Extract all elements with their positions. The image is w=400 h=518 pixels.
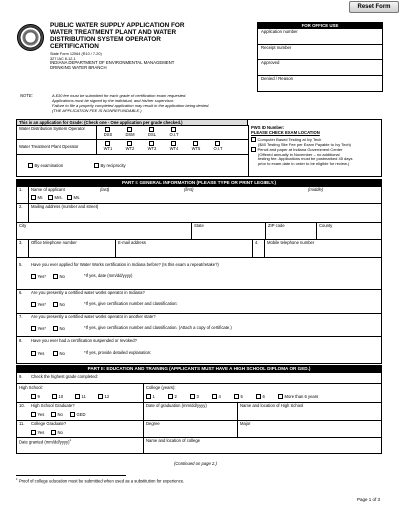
q7-no[interactable]: No: [53, 326, 65, 332]
last-name-label: (last): [100, 187, 110, 192]
application-number-field[interactable]: Application number: [258, 29, 382, 45]
q6-yes[interactable]: Yes*: [31, 302, 46, 308]
city-field[interactable]: City: [19, 223, 27, 228]
approved-field[interactable]: Approved: [258, 60, 382, 76]
q4-number: 4.: [255, 240, 259, 245]
note-text: A $30 fee must be submitted for each grade of certification exam requested. Applications must be signed by the individual, and his/her supervisor. Failure to file a properly completed application may result in the application being denied. (THE APPLICATION FEE IS NONREFUNDABLE.): [52, 93, 210, 113]
county-field[interactable]: County: [319, 223, 333, 228]
q9-question: Check the highest grade completed:: [31, 374, 99, 379]
graduation-date-field[interactable]: Date of graduation (mm/dd/yyyy): [146, 403, 207, 408]
treatment-operator-label: Water Treatment Plant Operator: [19, 144, 79, 149]
receipt-number-field[interactable]: Receipt number: [258, 45, 382, 61]
grade-dist-oit[interactable]: O.I.T: [163, 127, 185, 137]
grade-dss[interactable]: DSS: [97, 127, 119, 137]
hs-graduate-label: High School Graduate?: [31, 403, 75, 408]
q11-number: 11.: [19, 421, 25, 426]
q7-question: Are you presently a certified water works operator in another state?: [31, 314, 156, 319]
part2-band: PART II: EDUCATION AND TRAINING (APPLICANTS MUST HAVE A HIGH SCHOOL DIPLOMA OR GED.): [16, 365, 382, 372]
mobile-phone-field[interactable]: Mobile telephone number: [267, 240, 315, 245]
q8-yes[interactable]: Yes: [31, 351, 44, 357]
high-school-label: High School:: [19, 385, 43, 390]
hs-grade-11[interactable]: 11: [75, 394, 86, 400]
high-school-name-field[interactable]: Name and location of High School: [240, 403, 304, 408]
email-field[interactable]: E-mail address: [118, 240, 146, 245]
q10-number: 10.: [19, 403, 25, 408]
pws-id-label: PWS ID Number:: [251, 125, 285, 130]
college-year-4[interactable]: 4: [212, 394, 221, 400]
date-granted-field[interactable]: Date granted (mm/dd/yyyy)$^1$: [19, 438, 72, 445]
continued-note: (Continued on page 2.): [174, 461, 217, 466]
degree-field[interactable]: Degree: [146, 421, 160, 426]
grade-wt1[interactable]: WT1: [97, 141, 119, 151]
college-graduate-no[interactable]: No: [51, 430, 63, 436]
denied-reason-field[interactable]: Denied / Reason: [261, 75, 294, 81]
exam-location-paper[interactable]: Pencil and paper at Indiana Government Center (Offered annually in November – no additional testing fee. Applications must be postmarked 45 days prior to exam date in order to be eligible for review.): [251, 147, 353, 166]
grade-wt3[interactable]: WT3: [141, 141, 163, 151]
q8-number: 8.: [19, 338, 23, 343]
grade-wt2[interactable]: WT2: [119, 141, 141, 151]
q7-number: 7.: [19, 314, 23, 319]
mailing-address-label[interactable]: Mailing address (number and street): [31, 204, 99, 209]
mr-option[interactable]: Mr.: [31, 195, 43, 201]
by-examination-option[interactable]: By examination: [28, 163, 63, 169]
q5-note: *If yes, date (mm/dd/yyyy): [84, 273, 133, 278]
hs-grade-12[interactable]: 12: [98, 394, 109, 400]
mrs-option[interactable]: Mrs.: [48, 195, 63, 201]
state-field[interactable]: State: [194, 223, 204, 228]
q6-no[interactable]: No: [53, 302, 65, 308]
q9-number: 9.: [19, 374, 23, 379]
part1-band: PART I: GENERAL INFORMATION (PLEASE TYPE OR PRINT LEGIBLY.): [16, 179, 382, 186]
college-year-more[interactable]: More than 6 years: [278, 394, 318, 400]
q5-question: Have you ever applied for Water Works certification in Indiana before? (Is this exam a repeat/retake?): [31, 262, 219, 267]
grade-dsl[interactable]: DSL: [141, 127, 163, 137]
q1-number: 1.: [19, 187, 23, 192]
q5-number: 5.: [19, 262, 23, 267]
office-use-title: FOR OFFICE USE: [258, 23, 382, 29]
q2-number: 2.: [19, 204, 23, 209]
grade-wt5[interactable]: WT5: [185, 141, 207, 151]
grade-wt4[interactable]: WT4: [163, 141, 185, 151]
college-year-6[interactable]: 6: [256, 394, 265, 400]
q5-no[interactable]: No: [53, 274, 65, 280]
page-number: Page 1 of 3: [357, 497, 381, 502]
middle-name-label: (middle): [308, 187, 324, 192]
footnote: $^1$ Proof of college education must be submitted when used as a substitution for experience.: [16, 477, 185, 484]
q7-yes[interactable]: Yes*: [31, 326, 46, 332]
college-graduate-label: College Graduate?: [31, 421, 67, 426]
first-name-label: (first): [184, 187, 194, 192]
q7-note: *If yes, give certification number and classification. (Attach a copy of certificate.): [84, 325, 232, 330]
form-info: State Form 12064 (R10 / 7-20) 327 IAC 8-12-1 INDIANA DEPARTMENT OF ENVIRONMENTAL MANAGEMENT DRINKING WATER BRANCH: [50, 52, 175, 71]
q8-no[interactable]: No: [53, 351, 65, 357]
college-graduate-yes[interactable]: Yes: [31, 430, 44, 436]
by-reciprocity-option[interactable]: By reciprocity: [94, 163, 126, 169]
college-name-field[interactable]: Name and location of college: [146, 438, 201, 443]
office-phone-field[interactable]: Office telephone number: [31, 240, 77, 245]
q6-note: *If yes, give certification number and classification:: [84, 301, 178, 306]
state-seal-icon: [17, 24, 44, 51]
college-year-2[interactable]: 2: [168, 394, 177, 400]
note-label: NOTE:: [20, 93, 33, 98]
q6-question: Are you presently a certified water works operator in Indiana?: [31, 290, 145, 295]
distribution-operator-label: Water Distribution System Operator: [19, 126, 85, 131]
zip-field[interactable]: ZIP code: [268, 223, 285, 228]
q6-number: 6.: [19, 290, 23, 295]
hs-grade-10[interactable]: 10: [52, 394, 63, 400]
grade-plant-oit[interactable]: O.I.T: [207, 141, 229, 151]
reset-form-button[interactable]: Reset Form: [349, 1, 399, 13]
applicant-name-label: Name of applicant: [31, 187, 65, 192]
major-field[interactable]: Major: [240, 421, 251, 426]
hs-graduate-no[interactable]: No: [51, 412, 63, 418]
hs-graduate-yes[interactable]: Yes: [31, 412, 44, 418]
college-year-1[interactable]: 1: [146, 394, 155, 400]
form-title: PUBLIC WATER SUPPLY APPLICATION FOR WATER TREATMENT PLANT AND WATER DISTRIBUTION SYSTEM OPERATOR CERTIFICATION: [50, 22, 185, 50]
grade-heading: This is an application for Grade: (Check one - One application per grade checked.): [16, 119, 248, 126]
q8-note: *If yes, provide detailed explanation:: [84, 350, 152, 355]
hs-grade-9[interactable]: 9: [31, 394, 40, 400]
college-year-3[interactable]: 3: [190, 394, 199, 400]
q3-number: 3.: [19, 240, 23, 245]
college-years-label: College (years):: [146, 385, 176, 390]
college-year-5[interactable]: 5: [234, 394, 243, 400]
hs-graduate-ged[interactable]: GED: [70, 412, 86, 418]
q8-question: Have you ever had a certification suspended or revoked?: [31, 338, 137, 343]
check-exam-location-label: PLEASE CHECK EXAM LOCATION: [251, 130, 320, 135]
ms-option[interactable]: Ms.: [67, 195, 80, 201]
grade-dsm[interactable]: DSM: [119, 127, 141, 137]
q5-yes[interactable]: Yes*: [31, 274, 46, 280]
office-use-box: [257, 22, 383, 92]
exam-location-computer[interactable]: Computer Based Testing at Ivy Tech ($40 Testing Site Fee per Exam Payable to Ivy Tech): [251, 137, 351, 147]
